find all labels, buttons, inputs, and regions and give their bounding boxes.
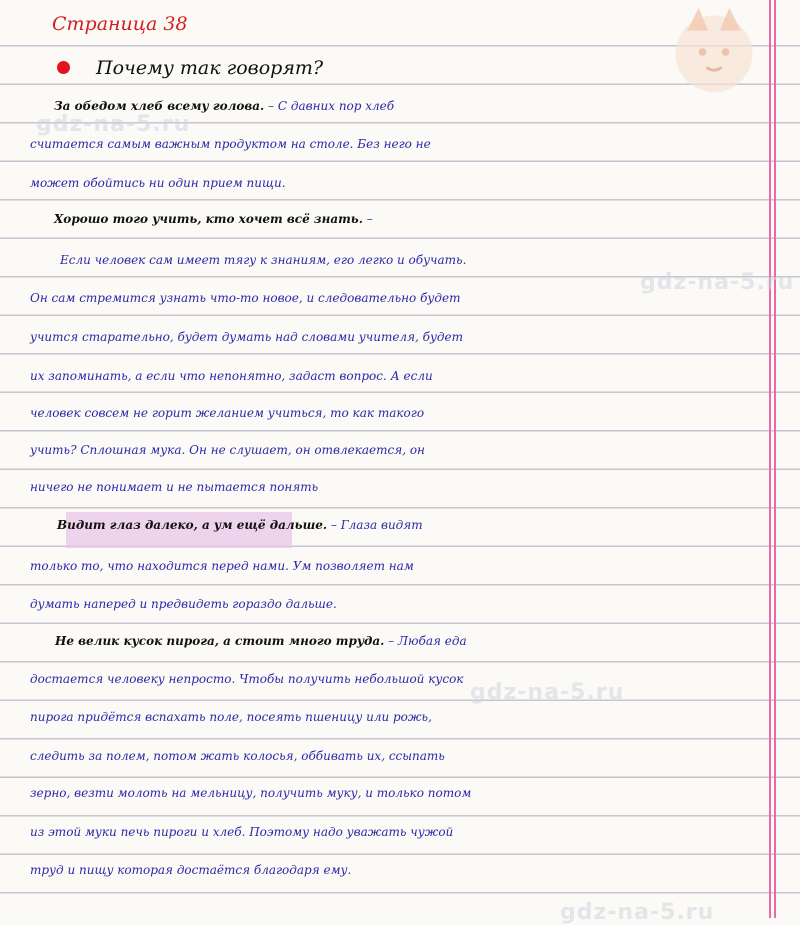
explanation-text: достается человеку непросто. Чтобы получить небольшой кусок: [30, 672, 464, 686]
text-line: [57, 507, 800, 543]
text-line: [54, 88, 800, 124]
explanation-text: – Любая еда: [384, 634, 467, 648]
text-line: [30, 699, 790, 735]
watermark-2: gdz-na-5.ru: [640, 270, 795, 295]
text-line: [30, 852, 790, 888]
proverb-text: Не велик кусок пирога, а стоит много труда.: [55, 634, 385, 648]
explanation-text: следить за полем, потом жать колосья, оббивать их, ссыпать: [30, 749, 445, 763]
explanation-text: пирога придётся вспахать поле, посеять пшеницу или рожь,: [30, 710, 432, 724]
explanation-text: ничего не понимает и не пытается понять: [30, 480, 319, 494]
watermark-1: gdz-na-5.ru: [36, 112, 191, 137]
red-bullet-icon: [57, 61, 70, 74]
text-line: [30, 280, 790, 316]
explanation-text: учится старательно, будет думать над словами учителя, будет: [30, 330, 464, 344]
text-line: [54, 201, 800, 237]
proverb-text: Хорошо того учить, кто хочет всё знать.: [54, 212, 363, 226]
text-line: [30, 661, 790, 697]
text-line: [30, 586, 790, 622]
text-line: [30, 395, 790, 431]
text-line: [60, 242, 800, 278]
text-line: [30, 548, 790, 584]
explanation-text: их запоминать, а если что непонятно, задаст вопрос. А если: [30, 369, 433, 383]
text-line: [30, 126, 790, 162]
page-label: Страница 38: [52, 13, 188, 35]
text-line: [30, 469, 790, 505]
text-line: [30, 775, 790, 811]
text-line: [30, 432, 790, 468]
explanation-text: зерно, везти молоть на мельницу, получить муку, и только потом: [30, 786, 472, 800]
watermark-4: gdz-na-5.ru: [560, 900, 715, 925]
text-line: [55, 623, 800, 659]
text-line: [30, 319, 790, 355]
explanation-text: человек совсем не горит желанием учиться, то как такого: [30, 406, 425, 420]
explanation-text: может обойтись ни один прием пищи.: [30, 176, 286, 190]
explanation-text: труд и пищу которая достаётся благодаря ему.: [30, 863, 352, 877]
text-line: [30, 358, 790, 394]
explanation-text: учить? Сплошная мука. Он не слушает, он отвлекается, он: [30, 443, 425, 457]
text-line: [30, 738, 790, 774]
explanation-text: – С давних пор хлеб: [264, 99, 395, 113]
explanation-text: из этой муки печь пироги и хлеб. Поэтому надо уважать чужой: [30, 825, 454, 839]
watermark-3: gdz-na-5.ru: [470, 680, 625, 705]
proverb-text: Видит глаз далеко, а ум ещё дальше.: [57, 518, 328, 532]
section-title: Почему так говорят?: [96, 57, 324, 79]
explanation-text: считается самым важным продуктом на столе. Без него не: [30, 137, 431, 151]
text-line: [30, 814, 790, 850]
explanation-text: Если человек сам имеет тягу к знаниям, его легко и обучать.: [60, 253, 467, 267]
explanation-text: – Глаза видят: [327, 518, 423, 532]
explanation-text: только то, что находится перед нами. Ум позволяет нам: [30, 559, 414, 573]
text-line: [30, 165, 790, 201]
explanation-text: Он сам стремится узнать что-то новое, и следовательно будет: [30, 291, 461, 305]
proverb-text: За обедом хлеб всему голова.: [54, 99, 265, 113]
explanation-text: –: [362, 212, 373, 226]
explanation-text: думать наперед и предвидеть гораздо дальше.: [30, 597, 337, 611]
